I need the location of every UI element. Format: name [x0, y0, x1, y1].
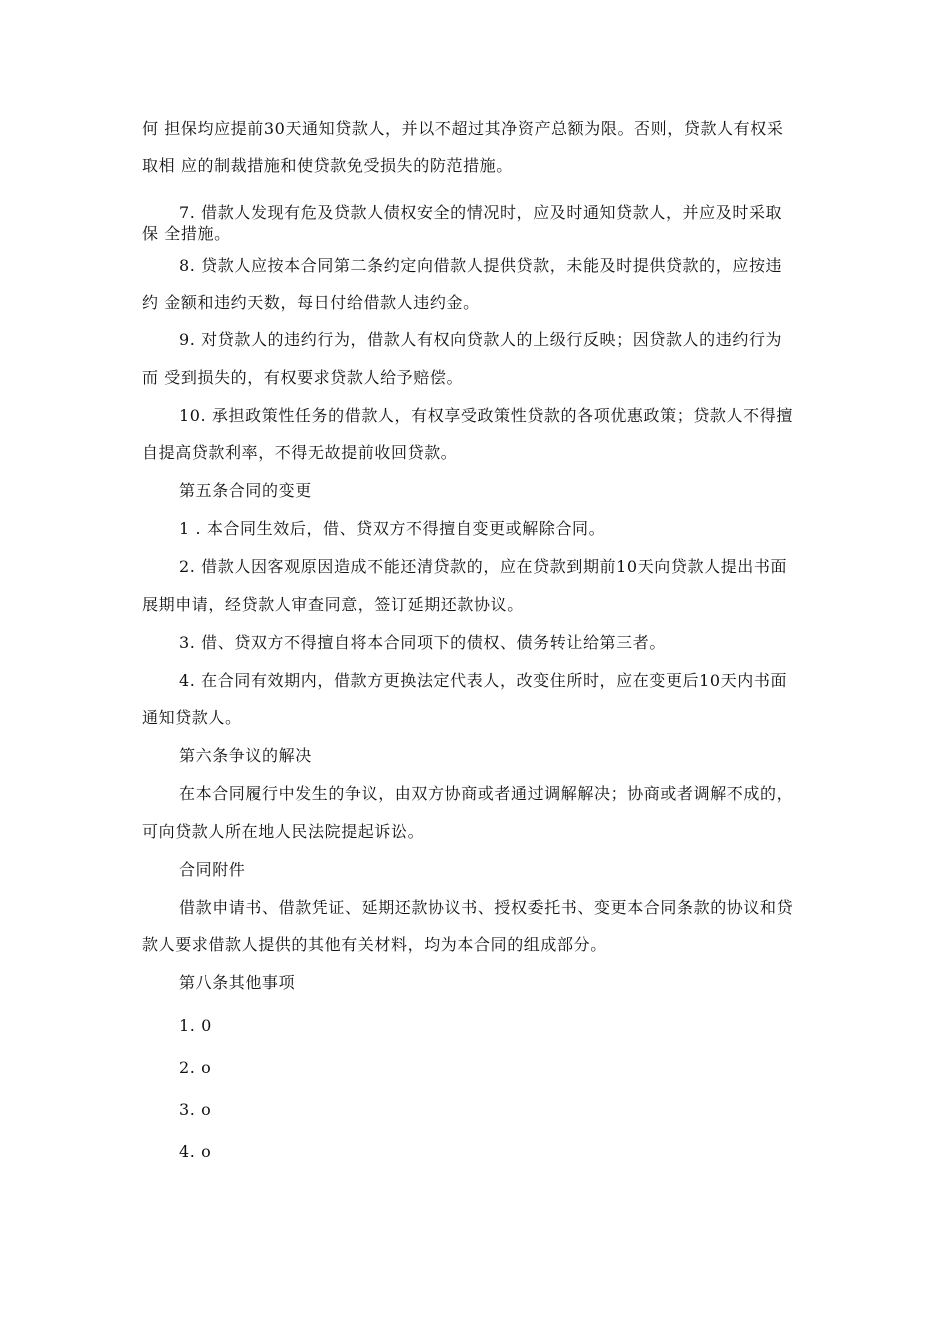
text-line: 3. 借、贷双方不得擅自将本合同项下的债权、债务转让给第三者。 [179, 633, 666, 652]
text-line: 通知贷款人。 [142, 708, 242, 727]
section-heading: 第五条合同的变更 [179, 481, 312, 500]
text-line: 1 . 本合同生效后，借、贷双方不得擅自变更或解除合同。 [179, 519, 606, 538]
text-line: 借款申请书、借款凭证、延期还款协议书、授权委托书、变更本合同条款的协议和贷 [179, 898, 794, 917]
text-line: 何 担保均应提前30天通知贷款人，并以不超过其净资产总额为限。否则，贷款人有权采 [142, 119, 784, 138]
text-line: 可向贷款人所在地人民法院提起诉讼。 [142, 822, 425, 841]
list-item: 4. o [179, 1142, 212, 1161]
list-item: 1. 0 [179, 1016, 212, 1035]
text-line: 而 受到损失的，有权要求贷款人给予赔偿。 [142, 368, 464, 387]
text-line: 保 全措施。 [142, 224, 231, 243]
list-item: 2. o [179, 1058, 212, 1077]
section-heading: 第六条争议的解决 [179, 746, 312, 765]
text-line: 在本合同履行中发生的争议，由双方协商或者通过调解解决；协商或者调解不成的， [179, 784, 794, 803]
text-line: 8. 贷款人应按本合同第二条约定向借款人提供贷款，未能及时提供贷款的，应按违 [179, 256, 783, 275]
text-line: 自提高贷款利率，不得无故提前收回贷款。 [142, 443, 458, 462]
text-line: 9. 对贷款人的违约行为，借款人有权向贷款人的上级行反映；因贷款人的违约行为 [179, 330, 783, 349]
section-heading: 第八条其他事项 [179, 973, 296, 992]
text-line: 4. 在合同有效期内，借款方更换法定代表人，改变住所时，应在变更后10天内书面 [179, 671, 788, 690]
text-line: 款人要求借款人提供的其他有关材料，均为本合同的组成部分。 [142, 935, 607, 954]
text-line: 约 金额和违约天数，每日付给借款人违约金。 [142, 293, 480, 312]
text-line: 展期申请，经贷款人审查同意，签订延期还款协议。 [142, 595, 524, 614]
text-line: 2. 借款人因客观原因造成不能还清贷款的，应在贷款到期前10天向贷款人提出书面 [179, 557, 788, 576]
text-line: 7. 借款人发现有危及贷款人债权安全的情况时，应及时通知贷款人，并应及时采取 [179, 203, 783, 222]
text-line: 取相 应的制裁措施和使贷款免受损失的防范措施。 [142, 156, 513, 175]
text-line: 10. 承担政策性任务的借款人，有权享受政策性贷款的各项优惠政策；贷款人不得擅 [179, 406, 793, 425]
section-heading: 合同附件 [179, 860, 246, 879]
list-item: 3. o [179, 1100, 212, 1119]
